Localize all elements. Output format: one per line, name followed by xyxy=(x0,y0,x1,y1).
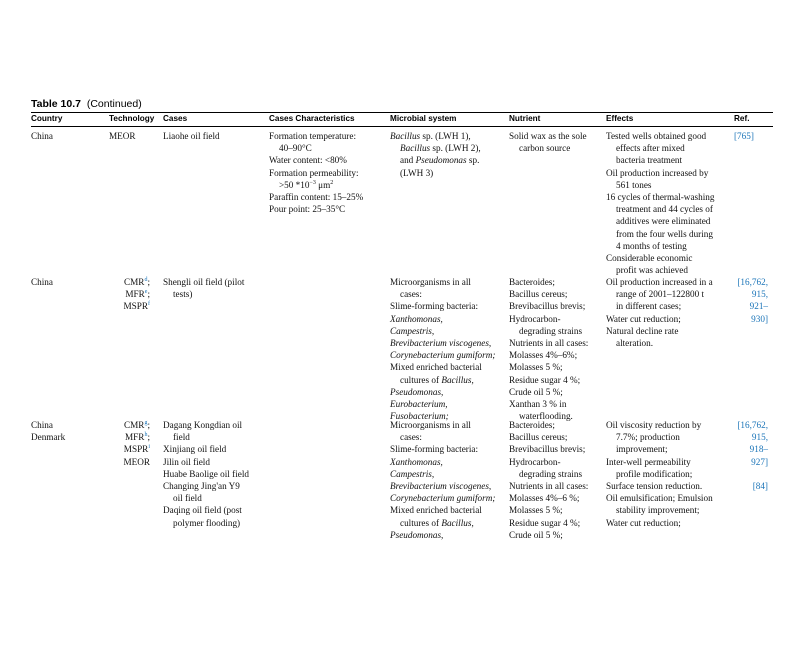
ref-link[interactable]: 915, xyxy=(751,289,768,300)
header-top-rule xyxy=(31,112,773,113)
col-header-technology: Technology xyxy=(109,114,155,123)
row2-nutrient: Bacteroides; Bacillus cereus; Brevibacillus brevis; Hydrocarbon- degrading strains Nutrients in all cases: Molasses 4%–6%; Molasses 5 %; Residue sugar 4 %; Crude oil 5 %; Xanthan 3 % in waterflooding. xyxy=(509,277,589,422)
ref-link[interactable]: 915, xyxy=(751,432,768,443)
row3-country: China Denmark xyxy=(31,420,66,443)
row2-effects: Oil production increased in a range of 2001–122800 t in different cases; Water cut reduction; Natural decline rate alteration. xyxy=(606,277,713,349)
row3-ref[interactable] xyxy=(728,419,768,492)
ref-link[interactable]: 921– xyxy=(749,301,768,312)
col-header-characteristics: Cases Characteristics xyxy=(269,114,355,123)
row1-effects: Tested wells obtained good effects after mixed bacteria treatment Oil production increased by 561 tones 16 cycles of thermal-washing treatment and 44 cycles of additives were eliminated from the four wells during 4 months of testing Considerable economic profit was achieved xyxy=(606,131,715,276)
ref-link[interactable]: [16,762, xyxy=(737,420,768,430)
row3-technology: CMR$^g$; MFR$^h$; MSPR$^i$ MEOR xyxy=(123,419,150,467)
row2-ref[interactable] xyxy=(728,276,768,325)
col-header-country: Country xyxy=(31,114,63,123)
row3-nutrient: Bacteroides; Bacillus cereus; Brevibacillus brevis; Hydrocarbon- degrading strains Nutrients in all cases: Molasses 4%–6 %; Molasses 5 %; Residue sugar 4 %; Crude oil 5 %; xyxy=(509,420,589,540)
ref-link[interactable]: 930] xyxy=(751,313,768,324)
row1-characteristics: Formation temperature: 40–90°C Water content: <80% Formation permeability: >50 $*10^{-3}$ $\mu m^2$ Paraffin content: 15–25% Pour point: 25–35°C xyxy=(269,131,364,215)
ref-link[interactable]: 918– xyxy=(749,444,768,455)
row2-country: China xyxy=(31,277,53,287)
ref-link[interactable]: [84] xyxy=(752,480,768,491)
col-header-ref: Ref. xyxy=(734,114,750,123)
row2-cases: Shengli oil field (pilot tests) xyxy=(163,277,245,300)
col-header-nutrient: Nutrient xyxy=(509,114,541,123)
row1-microbial: Bacillus sp. (LWH 1), Bacillus sp. (LWH 2), and Pseudomonas sp. (LWH 3) xyxy=(390,131,481,178)
col-header-effects: Effects xyxy=(606,114,634,123)
row1-technology: MEOR xyxy=(109,131,136,141)
row1-cases: Liaohe oil field xyxy=(163,131,220,141)
col-header-cases: Cases xyxy=(163,114,188,123)
header-bottom-rule xyxy=(31,126,773,127)
row1-nutrient: Solid wax as the sole carbon source xyxy=(509,131,587,154)
row2-technology: CMR$^d$; MFR$^e$; MSPR$^f$ xyxy=(123,276,150,312)
ref-link[interactable]: [16,762, xyxy=(737,277,768,287)
row2-microbial: Microorganisms in all cases: Slime-forming bacteria: Xanthomonas, Campestris, Brevibacterium viscogenes, Corynebacterium gumiform; Mixed enriched bacterial cultures of Bacillus, Pseudomonas, Eurobacterium, Fusobacterium; xyxy=(390,277,496,422)
ref-link[interactable]: [765] xyxy=(734,131,754,141)
row3-microbial: Microorganisms in all cases: Slime-forming bacteria: Xanthomonas, Campestris, Brevibacterium viscogenes, Corynebacterium gumiform; Mixed enriched bacterial cultures of Bacillus, Pseudomonas, xyxy=(390,420,496,540)
row3-cases: Dagang Kongdian oil field Xinjiang oil field Jilin oil field Huabe Baolige oil field Changing Jing'an Y9 oil field Daqing oil field (post polymer flooding) xyxy=(163,420,249,528)
ref-link[interactable]: 927] xyxy=(751,456,768,467)
col-header-microbial: Microbial system xyxy=(390,114,457,123)
row1-country: China xyxy=(31,131,53,141)
row1-ref[interactable] xyxy=(734,130,754,142)
row3-effects: Oil viscosity reduction by 7.7%; production improvement; Inter-well permeability profile modification; Surface tension reduction. Oil emulsification; Emulsion stability improvement; Water cut reduction; xyxy=(606,420,713,528)
table-title: Table 10.7 (Continued) xyxy=(31,98,142,110)
